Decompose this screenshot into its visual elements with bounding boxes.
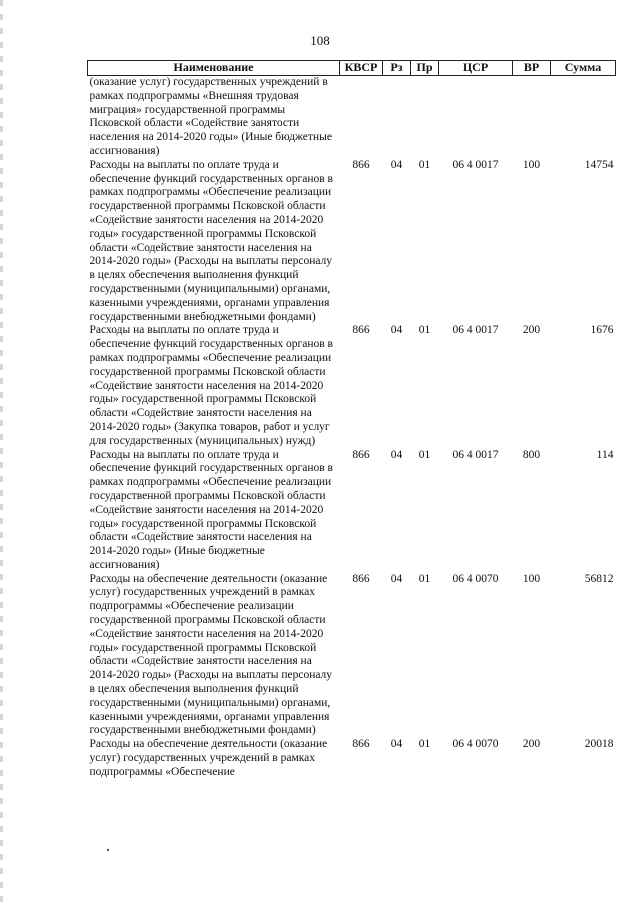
row-vr: 100 [522, 572, 541, 585]
row-pr: 01 [418, 738, 431, 751]
row-pr: 01 [418, 572, 431, 585]
row-rz: 04 [390, 448, 403, 461]
header-name: Наименование [88, 61, 340, 76]
row-sum: 114 [596, 448, 614, 461]
row-pr: 01 [418, 158, 431, 171]
row-name: Расходы на выплаты по оплате труда и обеспечение функций государственных органов в рамках подпрограммы «Обеспечение реализации государственной программы Псковской области «Содействие занятости населения на 2014-2020 годы» государственной программы Псковской области «Содействие занятости населения на 2014-2020 годы» (Расходы на выплаты персоналу в целях обеспечения выполнения функций государственными (муниципальными) органами, казенными учреждениями, органами управления государственными внебюджетными фондами) [89, 158, 333, 323]
row-csr: 06 4 0017 [452, 324, 499, 337]
row-vr: 100 [522, 158, 541, 171]
page-number: 108 [310, 33, 330, 48]
row-rz: 04 [390, 572, 403, 585]
row-csr: 06 4 0017 [452, 158, 499, 171]
header-sum: Сумма [551, 61, 616, 76]
scan-edge-artifact [0, 0, 3, 905]
row-sum: 56812 [584, 572, 614, 585]
row-name: Расходы на обеспечение деятельности (оказание услуг) государственных учреждений в рамках подпрограммы «Обеспечение реализации государственной программы Псковской области «Содействие занятости населения на 2014-2020 годы» государственной программы Псковской области «Содействие занятости населения на 2014-2020 годы» (Расходы на выплаты персоналу в целях обеспечения выполнения функций государственными (муниципальными) органами, казенными учреждениями, органами управления государственными внебюджетными фондами) [89, 572, 333, 737]
table-row-continuation [88, 76, 616, 159]
row-sum: 1676 [590, 324, 614, 337]
row-sum: 14754 [584, 158, 614, 171]
table-row [88, 324, 616, 448]
row-kvsr: 866 [352, 158, 370, 171]
header-kvsr: КВСР [340, 61, 383, 76]
row-kvsr: 866 [352, 572, 370, 585]
header-pr: Пр [411, 61, 439, 76]
row-kvsr: 866 [352, 324, 370, 337]
row-csr: 06 4 0017 [452, 448, 499, 461]
row-pr: 01 [418, 448, 431, 461]
row-name: (оказание услуг) государственных учреждений в рамках подпрограммы «Внешняя трудовая миграция» государственной программы Псковской области «Содействие занятости населения на 2014-2020 годы» (Иные бюджетные ассигнования) [89, 76, 332, 157]
row-rz: 04 [390, 738, 403, 751]
row-csr: 06 4 0070 [452, 738, 499, 751]
row-csr: 06 4 0070 [452, 572, 499, 585]
table-row [88, 449, 616, 573]
row-name: Расходы на выплаты по оплате труда и обеспечение функций государственных органов в рамках подпрограммы «Обеспечение реализации государственной программы Псковской области «Содействие занятости населения на 2014-2020 годы» государственной программы Псковской области «Содействие занятости населения на 2014-2020 годы» (Иные бюджетные ассигнования) [89, 448, 333, 571]
row-pr: 01 [418, 324, 431, 337]
row-vr: 200 [522, 324, 541, 337]
table-header-row [88, 61, 616, 76]
header-csr: ЦСР [439, 61, 513, 76]
header-rz: Рз [383, 61, 411, 76]
header-vr: ВР [513, 61, 551, 76]
row-vr: 800 [522, 448, 541, 461]
table-row [88, 159, 616, 325]
row-name: Расходы на обеспечение деятельности (оказание услуг) государственных учреждений в рамках подпрограммы «Обеспечение [89, 738, 328, 778]
scan-speck [107, 849, 109, 851]
table-row [88, 573, 616, 739]
row-vr: 200 [522, 738, 541, 751]
table-row [88, 738, 616, 779]
row-kvsr: 866 [352, 448, 370, 461]
row-kvsr: 866 [352, 738, 370, 751]
row-rz: 04 [390, 324, 403, 337]
row-sum: 20018 [584, 738, 614, 751]
row-rz: 04 [390, 158, 403, 171]
row-name: Расходы на выплаты по оплате труда и обеспечение функций государственных органов в рамках подпрограммы «Обеспечение реализации государственной программы Псковской области «Содействие занятости населения на 2014-2020 годы» государственной программы Псковской области «Содействие занятости населения на 2014-2020 годы» (Закупка товаров, работ и услуг для государственных (муниципальных) нужд) [89, 324, 333, 447]
budget-table [87, 60, 616, 780]
